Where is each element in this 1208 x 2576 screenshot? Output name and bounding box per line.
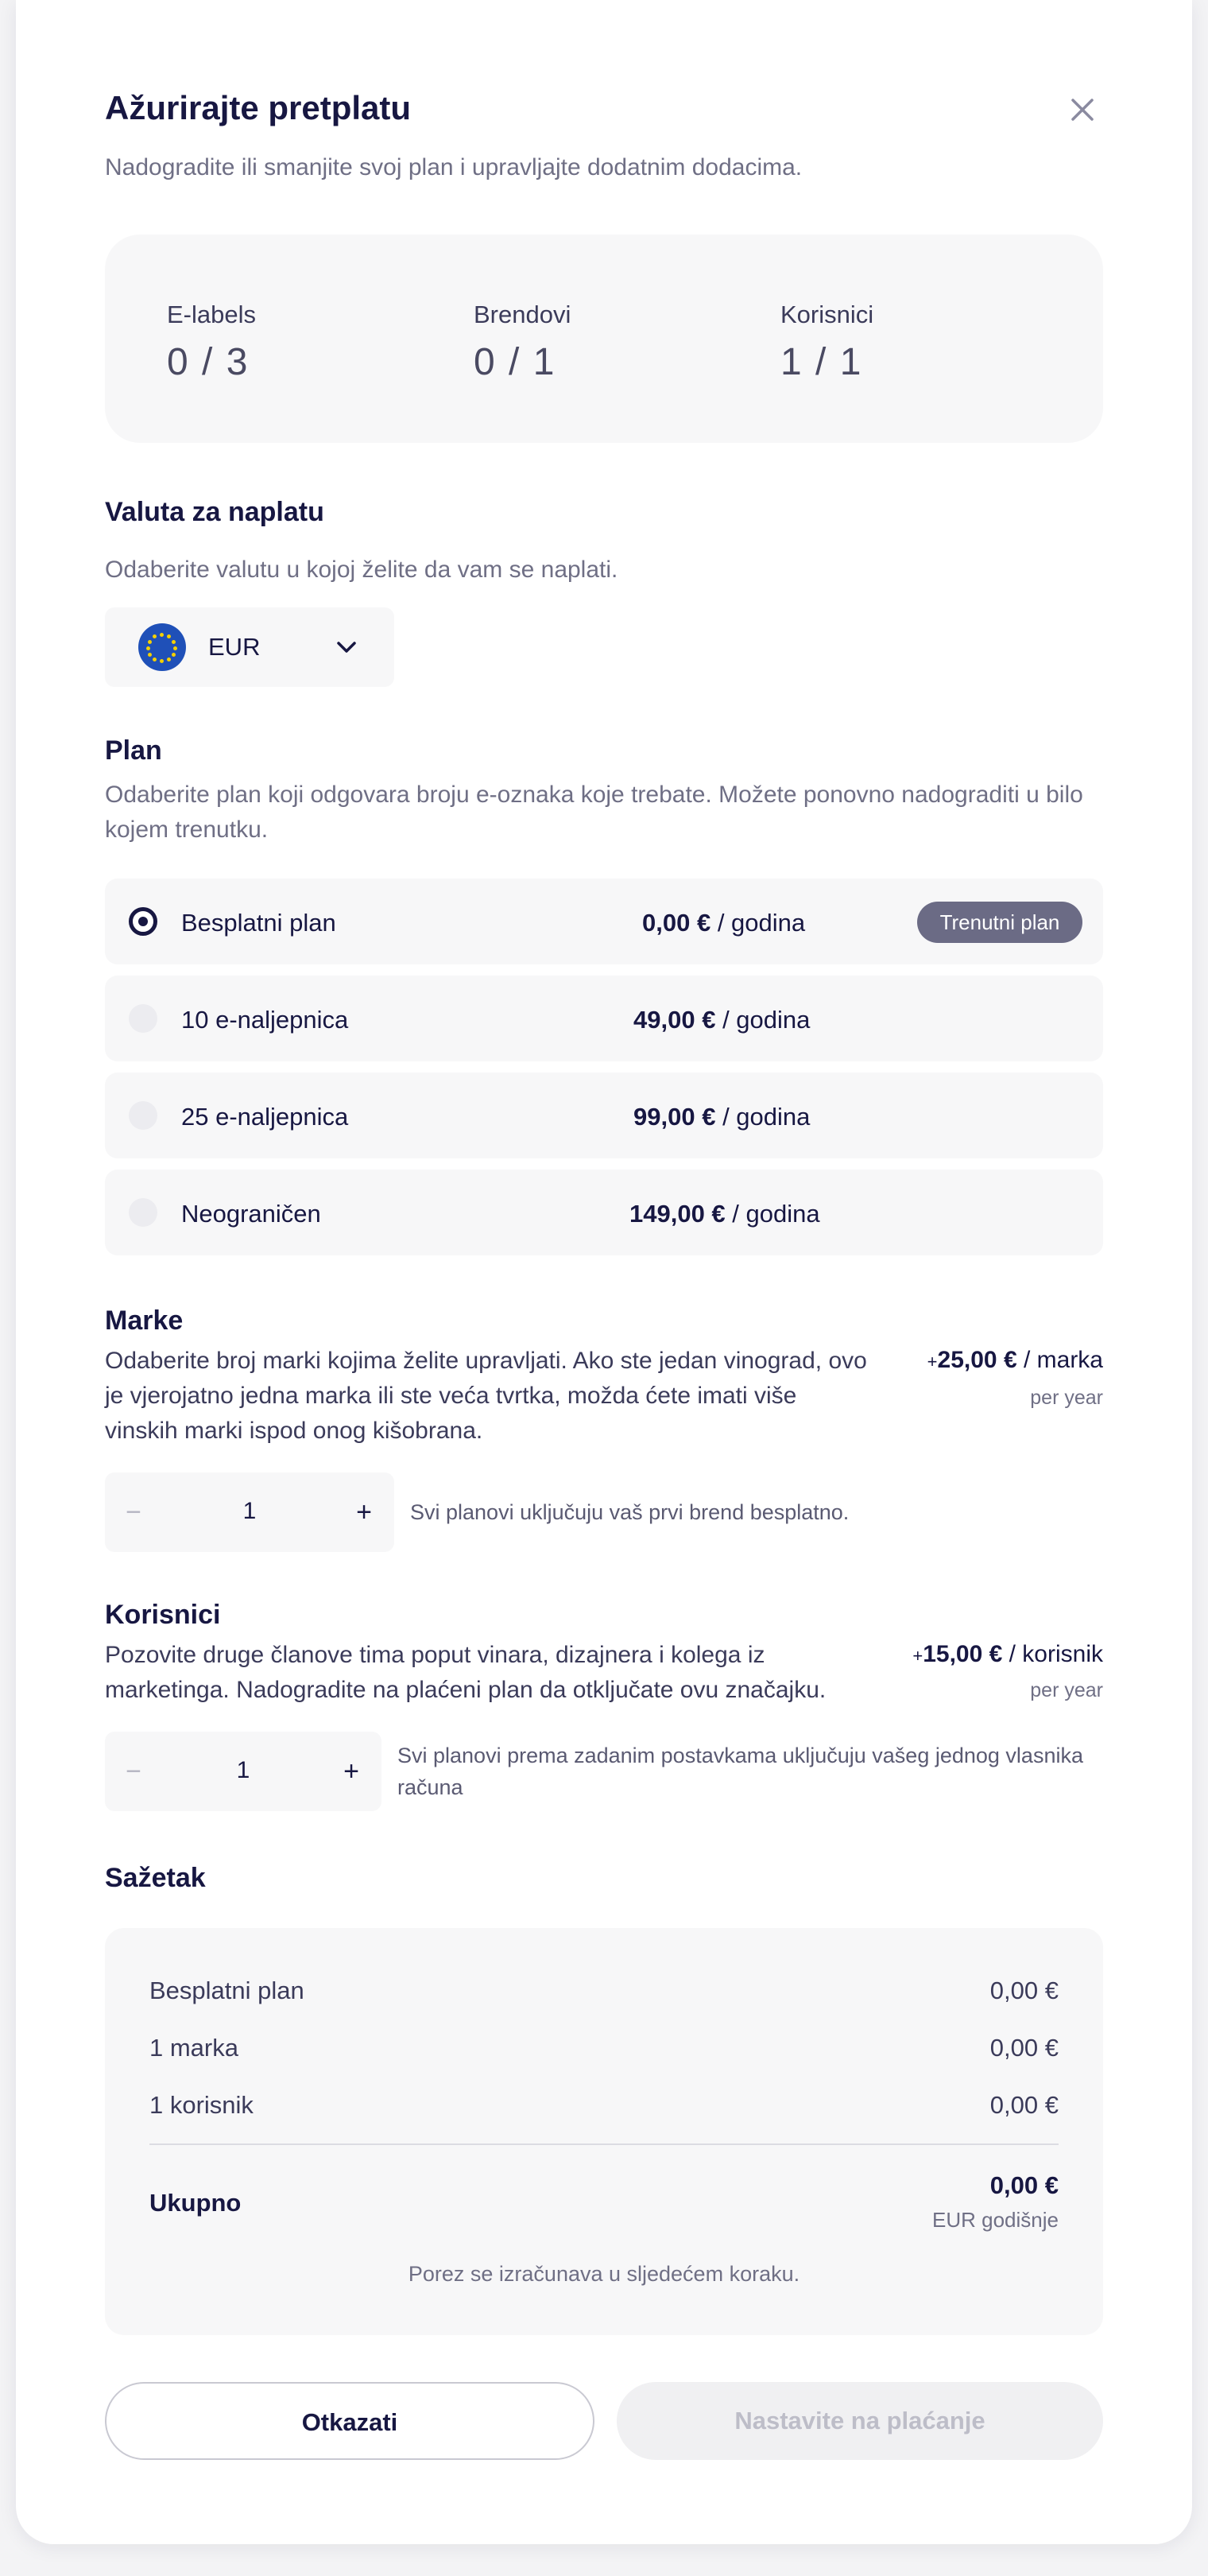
- plan-price-amount: 0,00 €: [642, 909, 711, 937]
- brands-heading: Marke: [105, 1305, 184, 1336]
- plan-option-25[interactable]: [105, 1073, 1103, 1158]
- radio-selected[interactable]: [129, 907, 157, 936]
- summary-row: [149, 2034, 1059, 2062]
- brands-note: Svi planovi uključuju vaš prvi brend besplatno.: [410, 1500, 850, 1524]
- current-plan-badge: Trenutni plan: [917, 902, 1082, 943]
- plan-price: [642, 909, 805, 937]
- plan-name: 25 e-naljepnica: [181, 1103, 349, 1131]
- summary-row-label: 1 marka: [149, 2034, 238, 2062]
- increment-button[interactable]: +: [343, 1756, 359, 1787]
- modal-title: Ažurirajte pretplatu: [105, 89, 412, 126]
- usage-users: [780, 301, 873, 384]
- plan-price: [629, 1200, 820, 1228]
- brands-per-year: per year: [1030, 1387, 1103, 1409]
- cancel-button[interactable]: Otkazati: [105, 2382, 594, 2460]
- radio-unselected[interactable]: [129, 1198, 157, 1227]
- usage-e-labels: [167, 301, 256, 384]
- plan-price: [633, 1006, 810, 1034]
- summary-row-value: 0,00 €: [989, 2091, 1059, 2119]
- currency-value: EUR: [208, 633, 261, 661]
- usage-label: Brendovi: [474, 301, 571, 328]
- brands-price: [927, 1347, 1103, 1374]
- plan-option-free[interactable]: [105, 879, 1103, 964]
- plan-price: [633, 1103, 810, 1131]
- usage-label: Korisnici: [780, 301, 874, 328]
- eu-flag-icon: [138, 623, 186, 671]
- summary-heading: Sažetak: [105, 1863, 206, 1893]
- modal-subtitle: Nadogradite ili smanjite svoj plan i upravljajte dodatnim dodacima.: [105, 154, 803, 180]
- users-per-year: per year: [1030, 1679, 1103, 1701]
- continue-to-payment-button[interactable]: Nastavite na plaćanje: [617, 2382, 1103, 2460]
- chevron-down-icon: [332, 633, 361, 661]
- summary-total-period: EUR godišnje: [932, 2208, 1059, 2232]
- plan-heading: Plan: [105, 735, 162, 766]
- summary-row-value: 0,00 €: [989, 2034, 1059, 2062]
- usage-value: 1 / 1: [780, 341, 863, 383]
- currency-select[interactable]: [105, 607, 394, 687]
- users-price: [912, 1641, 1103, 1668]
- summary-row: [149, 1977, 1059, 2005]
- currency-description: Odaberite valutu u kojoj želite da vam se naplati.: [105, 557, 618, 583]
- summary-card: [105, 1928, 1103, 2335]
- summary-divider: [149, 2143, 1059, 2145]
- plan-period: / godina: [722, 1103, 811, 1131]
- plan-period: / godina: [722, 1006, 811, 1034]
- users-description: Pozovite druge članove tima poput vinara, dizajnera i kolega iz marketinga. Nadogradite na plaćeni plan da otključate ovu značajku.: [105, 1642, 827, 1703]
- brands-price-amount: 25,00 €: [937, 1347, 1017, 1373]
- increment-button[interactable]: +: [356, 1497, 372, 1527]
- plan-name: Neograničen: [181, 1200, 321, 1228]
- radio-unselected[interactable]: [129, 1004, 157, 1033]
- radio-unselected[interactable]: [129, 1101, 157, 1130]
- summary-row: [149, 2091, 1059, 2120]
- decrement-button[interactable]: −: [126, 1497, 141, 1527]
- users-price-amount: 15,00 €: [923, 1641, 1003, 1667]
- plus-sign: +: [912, 1646, 923, 1666]
- decrement-button[interactable]: −: [126, 1756, 141, 1787]
- summary-row-label: 1 korisnik: [149, 2091, 254, 2119]
- users-quantity-stepper: [105, 1732, 381, 1811]
- plan-option-10[interactable]: [105, 976, 1103, 1061]
- usage-label: E-labels: [167, 301, 256, 328]
- plan-price-amount: 49,00 €: [633, 1006, 716, 1034]
- brands-quantity-stepper: [105, 1472, 394, 1552]
- usage-value: 0 / 3: [167, 341, 250, 383]
- summary-row-label: Besplatni plan: [149, 1977, 304, 2004]
- usage-card: [105, 235, 1103, 443]
- plan-name: Besplatni plan: [181, 909, 336, 937]
- users-price-unit: / korisnik: [1009, 1641, 1103, 1667]
- summary-total-value: 0,00 €: [989, 2171, 1059, 2199]
- update-subscription-modal: [16, 0, 1192, 2544]
- summary-row-value: 0,00 €: [989, 1977, 1059, 2004]
- tax-note: Porez se izračunava u sljedećem koraku.: [408, 2262, 800, 2286]
- plus-sign: +: [927, 1352, 938, 1371]
- plan-name: 10 e-naljepnica: [181, 1006, 349, 1034]
- plan-price-amount: 149,00 €: [629, 1200, 726, 1228]
- currency-heading: Valuta za naplatu: [105, 497, 324, 527]
- usage-brands: [474, 301, 571, 384]
- close-icon[interactable]: [1062, 89, 1103, 130]
- usage-value: 0 / 1: [474, 341, 556, 383]
- users-quantity[interactable]: 1: [236, 1757, 250, 1783]
- plan-description: Odaberite plan koji odgovara broju e-oznaka koje trebate. Možete ponovno nadograditi u bilo kojem trenutku.: [105, 782, 1083, 843]
- brands-quantity[interactable]: 1: [242, 1498, 257, 1524]
- plan-price-amount: 99,00 €: [633, 1103, 716, 1131]
- summary-total-label: Ukupno: [149, 2189, 242, 2217]
- plan-period: / godina: [732, 1200, 820, 1228]
- brands-price-unit: / marka: [1023, 1347, 1103, 1373]
- plan-option-unlimited[interactable]: [105, 1170, 1103, 1255]
- plan-period: / godina: [717, 909, 806, 937]
- users-heading: Korisnici: [105, 1600, 221, 1630]
- brands-description: Odaberite broj marki kojima želite upravljati. Ako ste jedan vinograd, ovo je vjerojatno jedna marka ili ste veća tvrtka, možda ćete imati više vinskih marki ispod onog kišobrana.: [105, 1348, 867, 1444]
- users-note: Svi planovi prema zadanim postavkama uključuju vašeg jednog vlasnika računa: [397, 1744, 1083, 1799]
